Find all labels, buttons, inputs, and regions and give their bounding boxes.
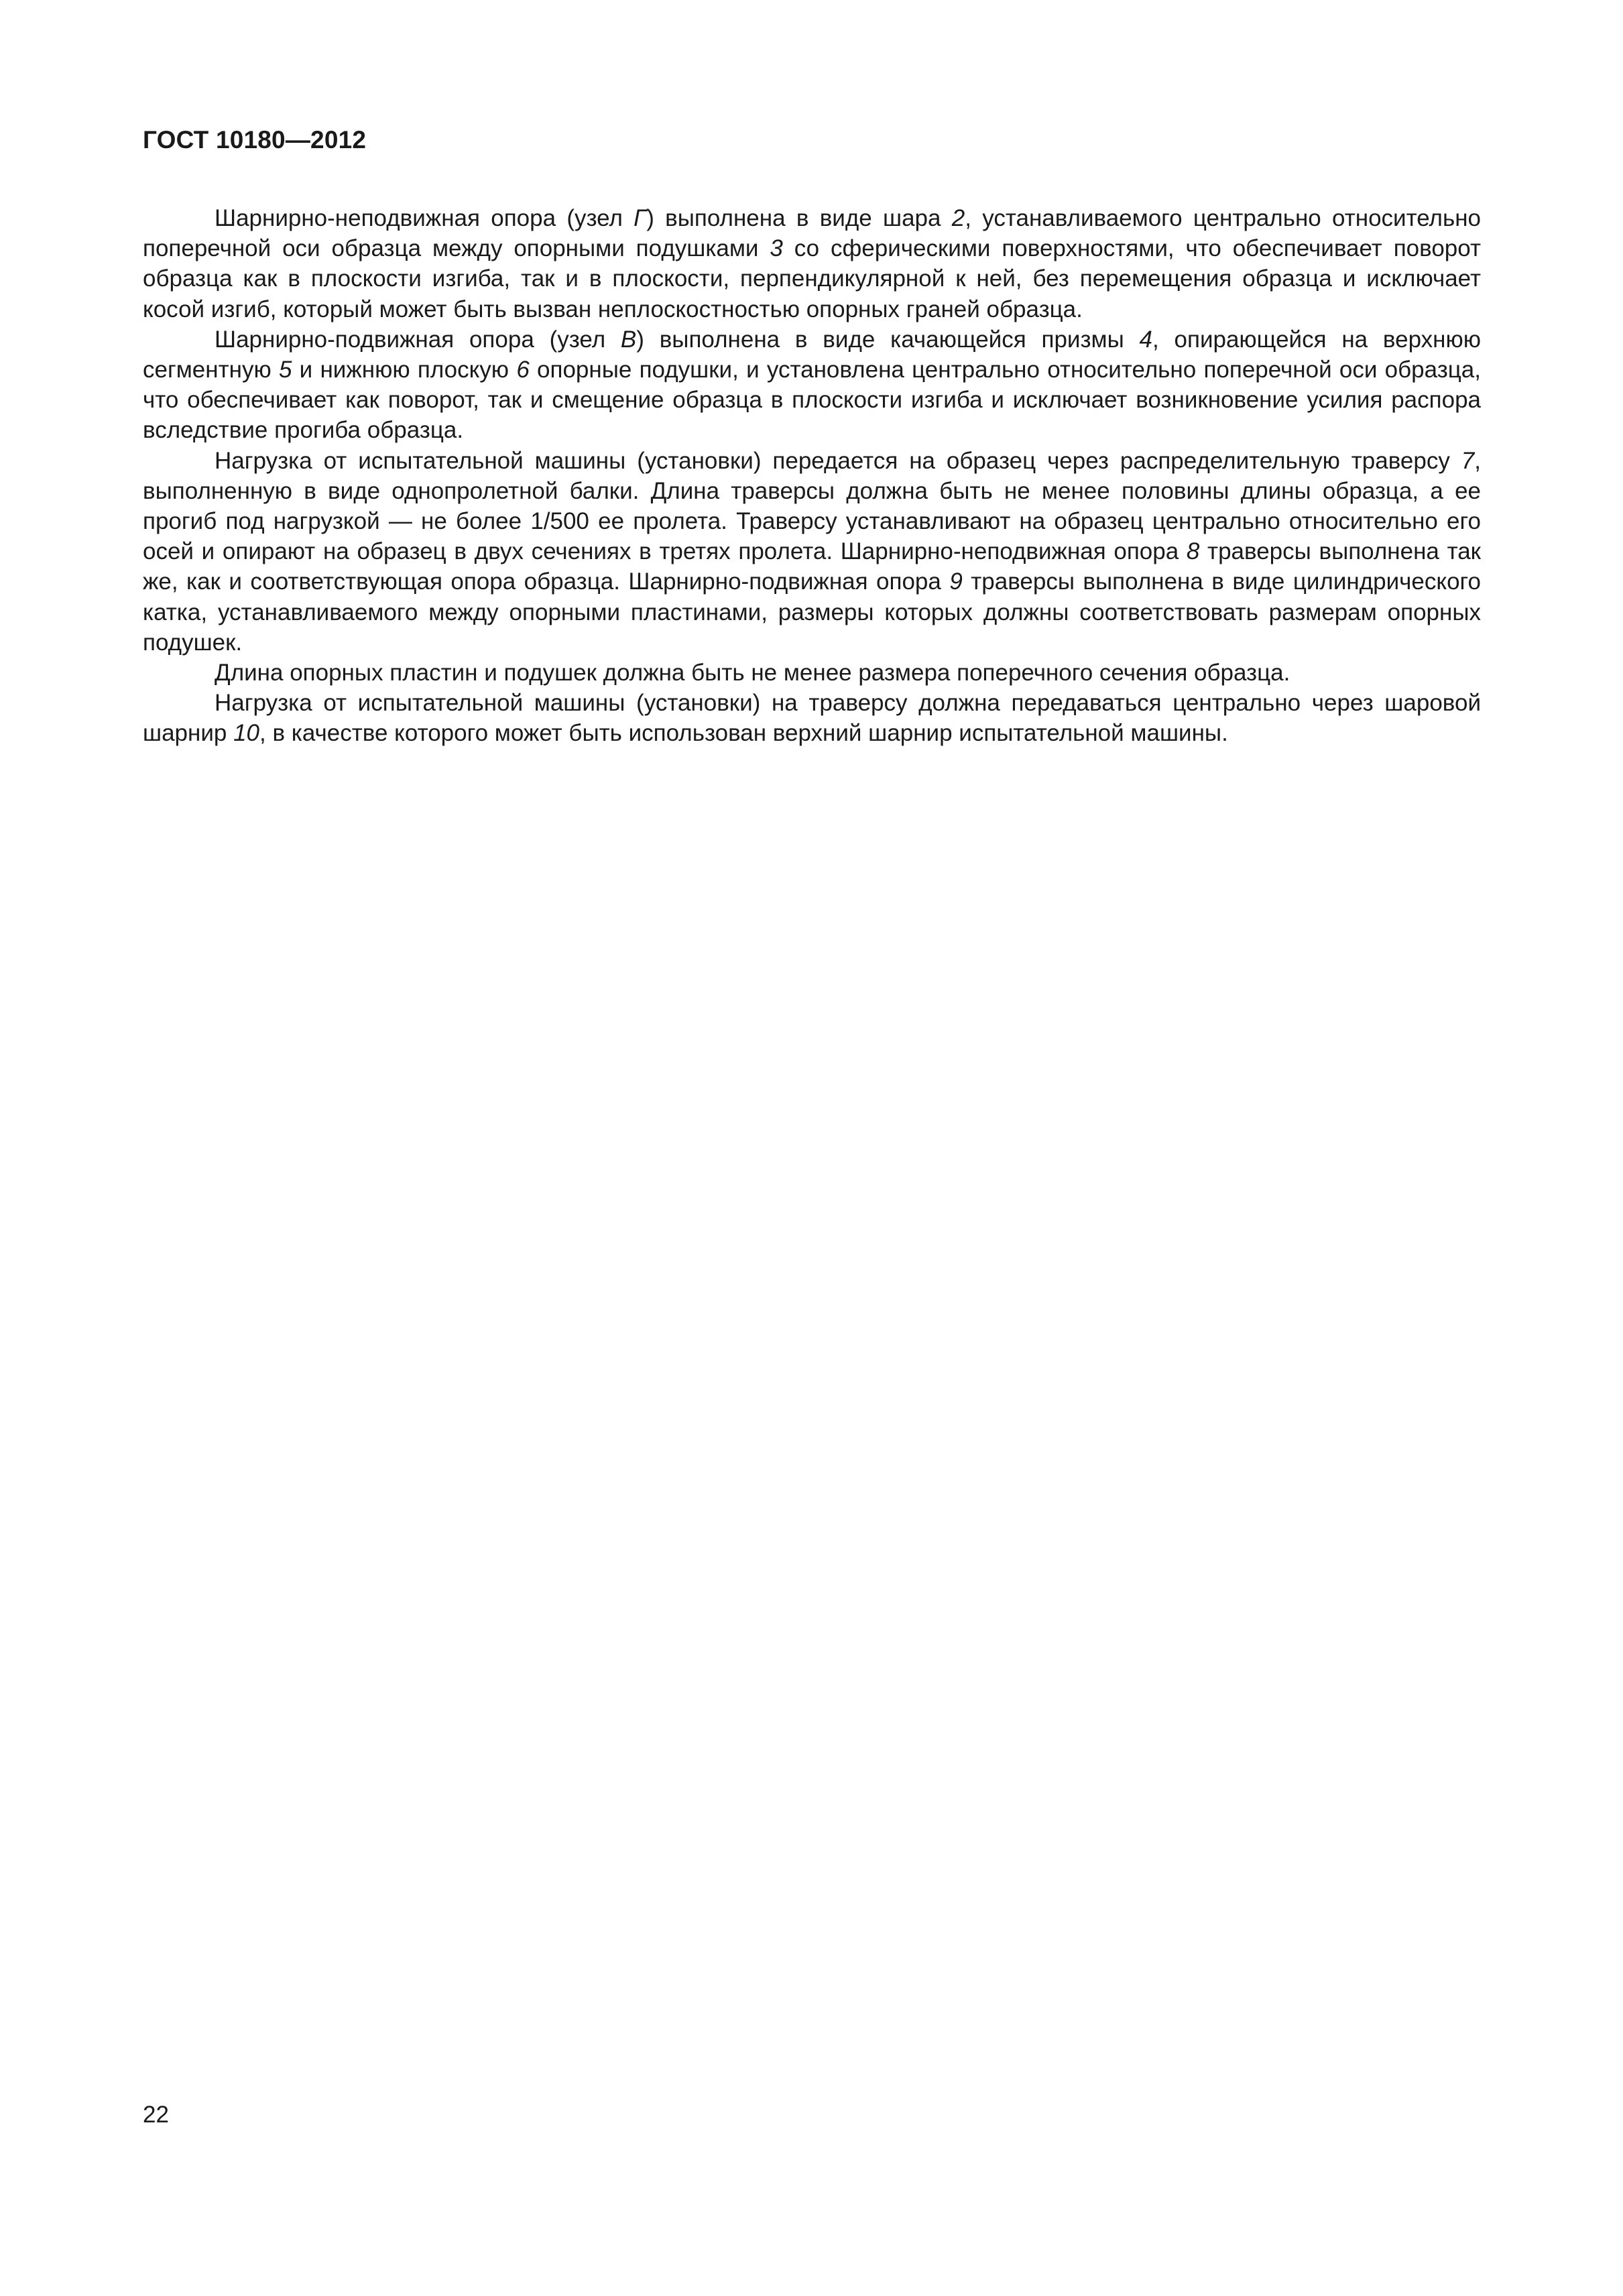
italic-reference: 10 xyxy=(233,720,260,747)
text-run: траверсы выполнена в виде цилиндрического катка, устанавливаемого между опорными пластинами, размеры которых должны соответствовать размерам опорных подушек. xyxy=(143,568,1481,656)
body-paragraph xyxy=(143,324,1481,446)
italic-reference: 6 xyxy=(516,357,530,383)
italic-reference: 5 xyxy=(278,357,292,383)
body-text xyxy=(143,203,1481,749)
text-run: , в качестве которого может быть использован верхний шарнир испытательной машины. xyxy=(259,720,1228,747)
italic-reference: В xyxy=(620,326,637,353)
text-run: траверсы выполнена так же, как и соответствующая опора образца. Шарнирно-подвижная опора xyxy=(143,538,1481,595)
text-run: опорные подушки, и установлена центрально относительно поперечной оси образца, что обеспечивает как поворот, так и смещение образца в плоскости изгиба и исключает возникновение усилия распора вследствие прогиба образца. xyxy=(143,357,1481,444)
text-run: со сферическими поверхностями, что обеспечивает поворот образца как в плоскости изгиба, так и в плоскости, перпендикулярной к ней, без перемещения образца и исключает косой изгиб, который может быть вызван неплоскостностью опорных граней образца. xyxy=(143,235,1481,322)
page-number: 22 xyxy=(143,2102,169,2128)
text-run: , выполненную в виде однопролетной балки. Длина траверсы должна быть не менее половины длины образца, а ее прогиб под нагрузкой — не более 1/500 ее пролета. Траверсу устанавливают на образец центрально относительно его осей и опирают на образец в двух сечениях в третях пролета. Шарнирно-неподвижная опора xyxy=(143,447,1481,565)
body-paragraph xyxy=(143,658,1481,688)
body-paragraph xyxy=(143,203,1481,324)
page-header: ГОСТ 10180—2012 xyxy=(143,126,367,154)
text-run: Нагрузка от испытательной машины (установки) на траверсу должна передаваться центрально через шаровой шарнир xyxy=(143,690,1481,747)
italic-reference: 9 xyxy=(949,568,963,595)
text-run: ) выполнена в виде качающейся призмы xyxy=(636,326,1140,353)
italic-reference: Г xyxy=(634,205,647,231)
italic-reference: 7 xyxy=(1461,447,1475,474)
body-paragraph xyxy=(143,446,1481,658)
italic-reference: 8 xyxy=(1186,538,1200,565)
text-run: , устанавливаемого центрально относительно поперечной оси образца между опорными подушками xyxy=(143,205,1481,262)
text-run: , опирающейся на верхнюю сегментную xyxy=(143,326,1481,383)
body-paragraph xyxy=(143,688,1481,748)
italic-reference: 3 xyxy=(770,235,783,262)
italic-reference: 2 xyxy=(951,205,965,231)
italic-reference: 4 xyxy=(1139,326,1153,353)
text-run: и нижнюю плоскую xyxy=(292,357,517,383)
text-run: Нагрузка от испытательной машины (установки) передается на образец через распределительную траверсу xyxy=(215,447,1461,474)
text-run: Шарнирно-неподвижная опора (узел xyxy=(215,205,634,231)
text-run: Длина опорных пластин и подушек должна быть не менее размера поперечного сечения образца. xyxy=(215,660,1290,686)
text-run: Шарнирно-подвижная опора (узел xyxy=(215,326,621,353)
text-run: ) выполнена в виде шара xyxy=(646,205,952,231)
